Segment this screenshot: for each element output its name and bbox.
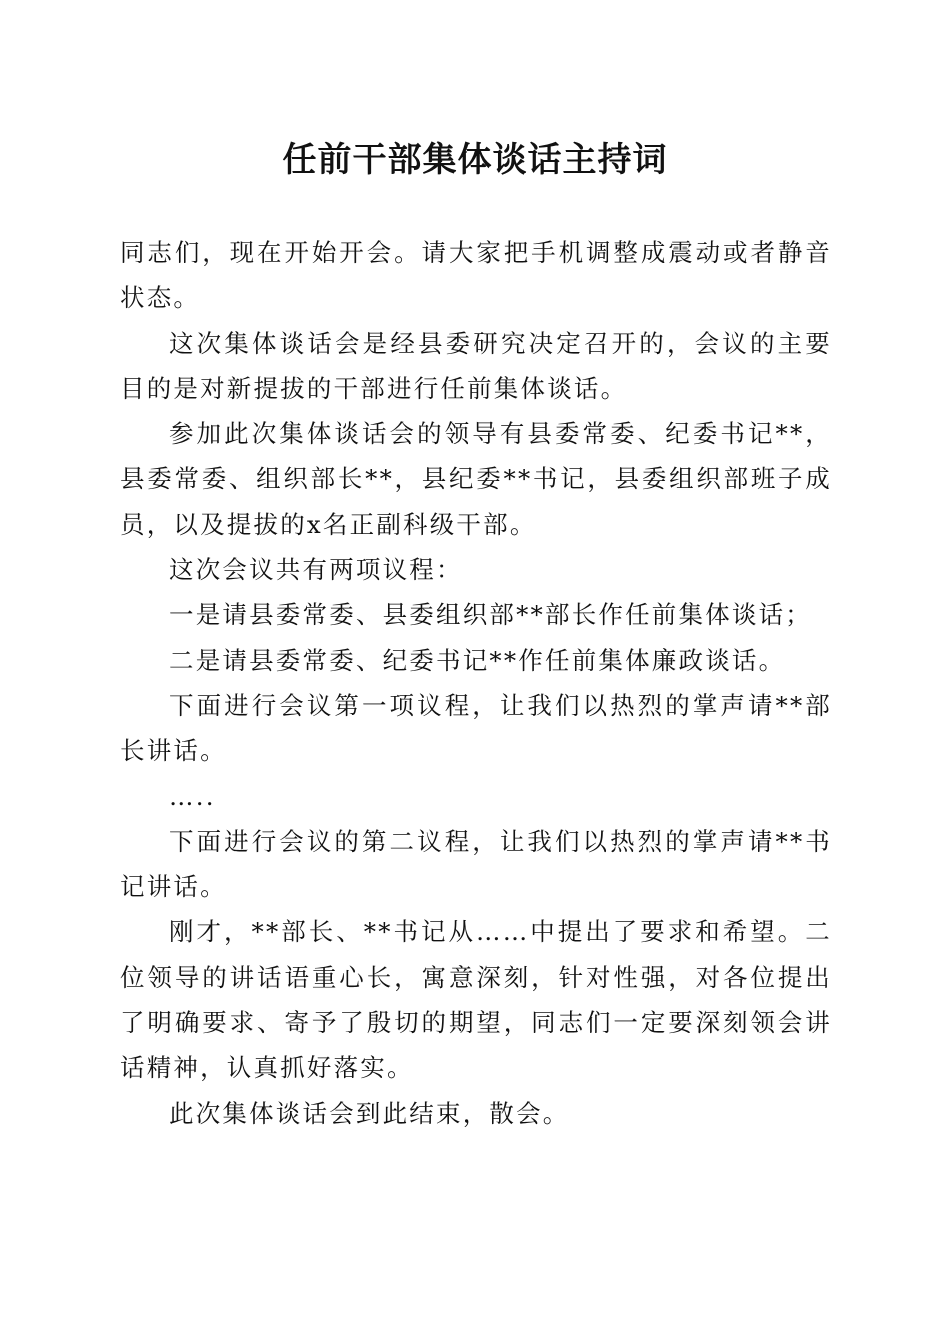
paragraph-closing: 此次集体谈话会到此结束，散会。	[169, 1098, 570, 1128]
paragraph-ellipsis: …..	[169, 781, 216, 811]
paragraph-meeting-purpose: 这次集体谈话会是经县委研究决定召开的，会议的主要目的是对新提拔的干部进行任前集体谈话。	[120, 328, 832, 403]
paragraph-agenda-item-1: 一是请县委常委、县委组织部**部长作任前集体谈话；	[169, 600, 812, 630]
paragraph-agenda-intro: 这次会议共有两项议程：	[169, 555, 463, 585]
paragraph-summary: 刚才，**部长、**书记从……中提出了要求和希望。二位领导的讲话语重心长，寓意深刻，针对性强，对各位提出了明确要求、寄予了殷切的期望，同志们一定要深刻领会讲话精神，认真抓好落实。	[120, 917, 832, 1083]
document-body	[120, 230, 832, 1136]
paragraph-first-agenda-speech: 下面进行会议第一项议程，让我们以热烈的掌声请**部长讲话。	[120, 690, 832, 766]
paragraph-agenda-item-2: 二是请县委常委、纪委书记**作任前集体廉政谈话。	[169, 645, 786, 675]
paragraph-second-agenda-speech: 下面进行会议的第二议程，让我们以热烈的掌声请**书记讲话。	[120, 826, 832, 902]
document-title: 任前干部集体谈话主持词	[282, 140, 668, 180]
paragraph-attendees: 参加此次集体谈话会的领导有县委常委、纪委书记**，县委常委、组织部长**，县纪委**书记，县委组织部班子成员，以及提拔的x名正副科级干部。	[120, 419, 832, 539]
paragraph-opening: 同志们，现在开始开会。请大家把手机调整成震动或者静音状态。	[120, 238, 832, 313]
